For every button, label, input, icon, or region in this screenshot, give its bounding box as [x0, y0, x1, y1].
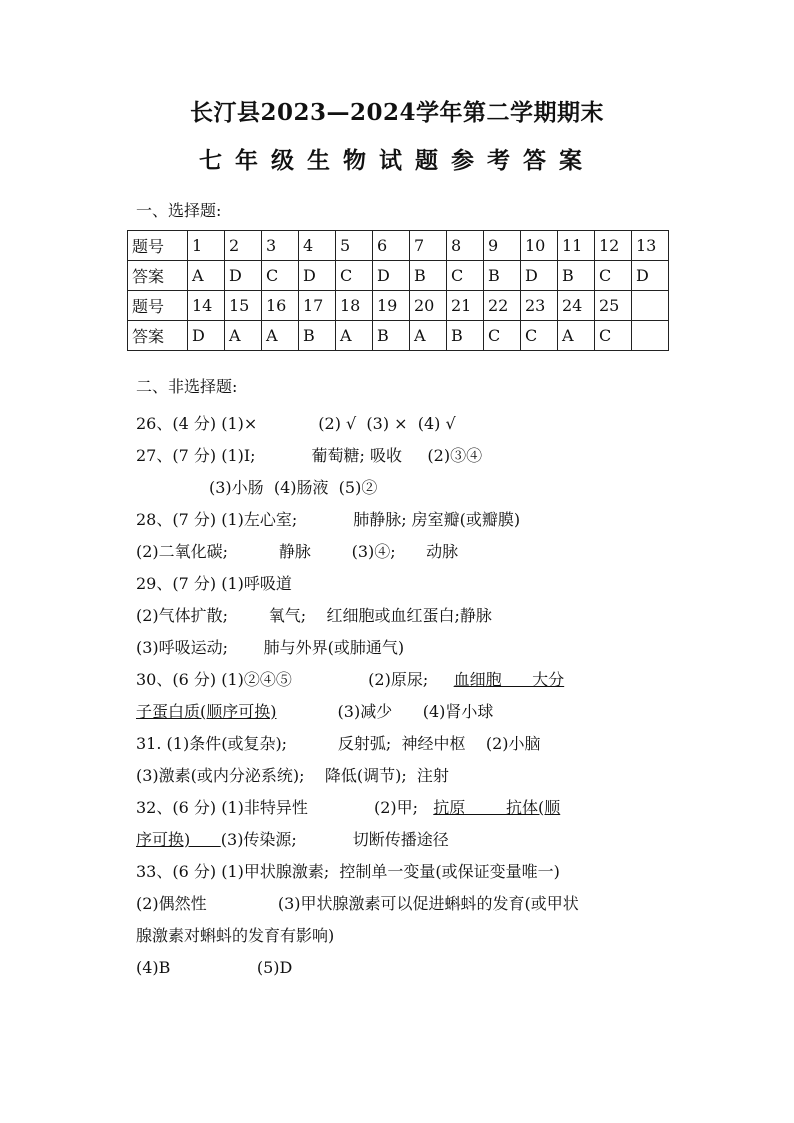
- answer-line-q30: [136, 669, 564, 691]
- answer-line-q33-cont3: (4)B (5)D: [136, 958, 293, 977]
- document-title: 长汀县2023—2024学年第二学期期末: [189, 99, 605, 126]
- table-cell: 10: [521, 231, 558, 261]
- table-cell: 15: [225, 291, 262, 321]
- answer-line-q29-cont1: (2)气体扩散; 氧气; 红细胞或血红蛋白;静脉: [136, 606, 492, 625]
- table-cell: 1: [188, 231, 225, 261]
- answer-text: (3)减少 (4)肾小球: [276, 702, 494, 721]
- table-cell: 题号: [128, 231, 188, 261]
- table-cell: D: [521, 261, 558, 291]
- table-row: [128, 291, 669, 321]
- table-row: [128, 321, 669, 351]
- table-cell: D: [188, 321, 225, 351]
- table-cell: [632, 291, 669, 321]
- table-cell: A: [336, 321, 373, 351]
- table-cell: 17: [299, 291, 336, 321]
- underlined-answer: 序可换): [136, 830, 221, 849]
- table-cell: 答案: [128, 261, 188, 291]
- table-cell: 答案: [128, 321, 188, 351]
- table-cell: D: [299, 261, 336, 291]
- answer-line-q29-cont2: (3)呼吸运动; 肺与外界(或肺通气): [136, 638, 405, 657]
- table-cell: A: [225, 321, 262, 351]
- table-cell: B: [373, 321, 410, 351]
- answer-line-q30-cont: [136, 701, 493, 723]
- table-cell: C: [484, 321, 521, 351]
- answer-line-q33-cont1: (2)偶然性 (3)甲状腺激素可以促进蝌蚪的发育(或甲状: [136, 894, 579, 913]
- table-cell: 21: [447, 291, 484, 321]
- answer-line-q33: 33、(6 分) (1)甲状腺激素; 控制单一变量(或保证变量唯一): [136, 862, 560, 881]
- underlined-answer: 血细胞 大分: [453, 670, 565, 689]
- table-cell: C: [595, 261, 632, 291]
- table-cell: [632, 321, 669, 351]
- table-cell: B: [299, 321, 336, 351]
- answer-line-q32: [136, 797, 560, 819]
- answer-line-q27: 27、(7 分) (1)Ⅰ; 葡萄糖; 吸收 (2)③④: [136, 446, 483, 465]
- answer-line-q29: 29、(7 分) (1)呼吸道: [136, 574, 292, 593]
- multiple-choice-answer-table: [127, 230, 669, 351]
- answer-line-q32-cont: [136, 829, 449, 851]
- table-cell: C: [336, 261, 373, 291]
- answer-line-q28: 28、(7 分) (1)左心室; 肺静脉; 房室瓣(或瓣膜): [136, 510, 521, 529]
- answer-line-q31: 31. (1)条件(或复杂); 反射弧; 神经中枢 (2)小脑: [136, 734, 541, 753]
- table-cell: A: [188, 261, 225, 291]
- table-cell: 25: [595, 291, 632, 321]
- answer-line-q33-cont2: 腺激素对蝌蚪的发育有影响): [136, 926, 335, 945]
- table-cell: B: [410, 261, 447, 291]
- table-cell: 22: [484, 291, 521, 321]
- table-cell: 6: [373, 231, 410, 261]
- table-cell: A: [558, 321, 595, 351]
- table-row: [128, 231, 669, 261]
- table-cell: 18: [336, 291, 373, 321]
- answer-text: (3)传染源; 切断传播途径: [220, 830, 449, 849]
- table-cell: C: [447, 261, 484, 291]
- table-cell: 23: [521, 291, 558, 321]
- table-cell: D: [225, 261, 262, 291]
- table-cell: D: [632, 261, 669, 291]
- table-cell: A: [410, 321, 447, 351]
- underlined-answer: 子蛋白质(顺序可换): [136, 702, 277, 721]
- table-cell: C: [595, 321, 632, 351]
- table-cell: B: [447, 321, 484, 351]
- table-cell: 7: [410, 231, 447, 261]
- answer-text: 32、(6 分) (1)非特异性 (2)甲;: [136, 798, 434, 817]
- table-cell: A: [262, 321, 299, 351]
- table-cell: D: [373, 261, 410, 291]
- table-cell: 3: [262, 231, 299, 261]
- table-cell: B: [484, 261, 521, 291]
- underlined-answer: 抗原 抗体(顺: [433, 798, 561, 817]
- table-cell: B: [558, 261, 595, 291]
- table-cell: 9: [484, 231, 521, 261]
- table-cell: 5: [336, 231, 373, 261]
- answer-line-q31-cont: (3)激素(或内分泌系统); 降低(调节); 注射: [136, 766, 449, 785]
- document-subtitle: 七年级生物试题参考答案: [199, 147, 595, 174]
- table-cell: 题号: [128, 291, 188, 321]
- table-cell: C: [262, 261, 299, 291]
- table-cell: 24: [558, 291, 595, 321]
- answer-line-q28-cont: (2)二氧化碳; 静脉 (3)④; 动脉: [136, 542, 459, 561]
- table-cell: 13: [632, 231, 669, 261]
- table-cell: 20: [410, 291, 447, 321]
- section1-heading: 一、选择题:: [136, 201, 222, 220]
- table-cell: 19: [373, 291, 410, 321]
- table-cell: 16: [262, 291, 299, 321]
- table-row: [128, 261, 669, 291]
- table-cell: 12: [595, 231, 632, 261]
- table-cell: 4: [299, 231, 336, 261]
- table-cell: 8: [447, 231, 484, 261]
- answer-line-q26: 26、(4 分) (1)× (2) √ (3) × (4) √: [136, 414, 456, 433]
- answer-text: 30、(6 分) (1)②④⑤ (2)原尿;: [136, 670, 454, 689]
- section2-heading: 二、非选择题:: [136, 377, 238, 396]
- table-cell: 14: [188, 291, 225, 321]
- table-cell: C: [521, 321, 558, 351]
- answer-line-q27-cont: (3)小肠 (4)肠液 (5)②: [209, 478, 378, 497]
- table-cell: 2: [225, 231, 262, 261]
- table-cell: 11: [558, 231, 595, 261]
